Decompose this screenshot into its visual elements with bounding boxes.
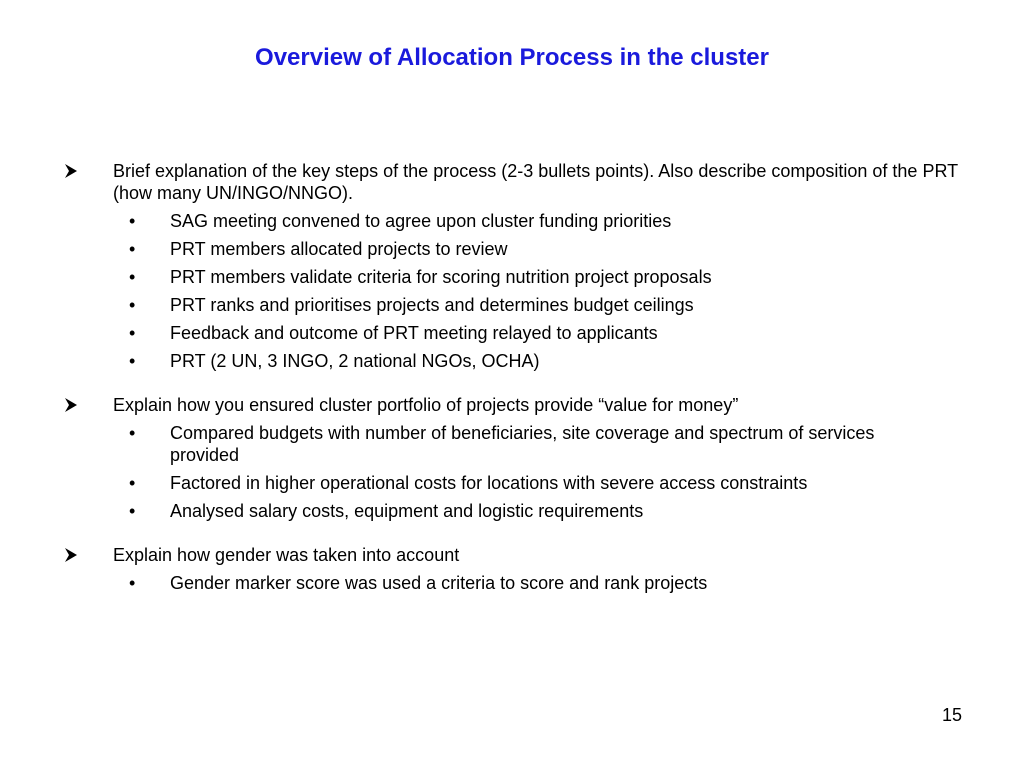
list-item-text: Analysed salary costs, equipment and logistic requirements [170,501,644,521]
list-item-text: PRT members validate criteria for scoring nutrition project proposals [170,267,712,287]
bullet-dot-icon: • [129,295,136,315]
arrow-bullet-icon [64,547,78,563]
bullet-dot-icon: • [129,323,136,343]
bullet-dot-icon: • [129,423,136,443]
bullet-list [0,210,1024,372]
list-item-text: PRT ranks and prioritises projects and determines budget ceilings [170,295,694,315]
section-heading [0,160,1024,204]
list-item [0,350,1024,372]
page-number: 15 [941,705,962,725]
section-heading-text: Explain how gender was taken into account [113,545,460,565]
bullet-dot-icon: • [129,267,136,287]
bullet-dot-icon: • [129,501,136,521]
list-item-text: Gender marker score was used a criteria to score and rank projects [170,573,708,593]
bullet-dot-icon: • [129,211,136,231]
bullet-dot-icon: • [129,573,136,593]
bullet-dot-icon: • [129,239,136,259]
list-item-text: Factored in higher operational costs for locations with severe access constraints [170,473,808,493]
section-heading-text: Explain how you ensured cluster portfolio of projects provide “value for money” [113,395,739,415]
bullet-dot-icon: • [129,351,136,371]
section-heading [0,394,1024,416]
section-process-steps [0,160,1024,372]
arrow-bullet-icon [64,397,78,413]
list-item [0,210,1024,232]
list-item [0,294,1024,316]
section-heading-text: Brief explanation of the key steps of the process (2-3 bullets points). Also describe composition of the PRT (how many UN/INGO/NNGO). [113,161,958,203]
list-item-text: PRT members allocated projects to review [170,239,508,259]
list-item [0,238,1024,260]
slide-title: Overview of Allocation Process in the cluster [255,44,769,71]
bullet-list [0,572,1024,594]
list-item-text: Feedback and outcome of PRT meeting relayed to applicants [170,323,658,343]
list-item [0,500,1024,522]
bullet-dot-icon: • [129,473,136,493]
section-gender [0,544,1024,594]
list-item-text: Compared budgets with number of beneficiaries, site coverage and spectrum of services provided [170,423,875,465]
arrow-bullet-icon [64,163,78,179]
section-value-for-money [0,394,1024,522]
bullet-list [0,422,1024,522]
section-heading [0,544,1024,566]
list-item [0,422,1024,466]
list-item-text: SAG meeting convened to agree upon cluster funding priorities [170,211,672,231]
list-item [0,572,1024,594]
list-item-text: PRT (2 UN, 3 INGO, 2 national NGOs, OCHA) [170,351,540,371]
list-item [0,472,1024,494]
slide-body [0,160,1024,616]
list-item [0,322,1024,344]
list-item [0,266,1024,288]
